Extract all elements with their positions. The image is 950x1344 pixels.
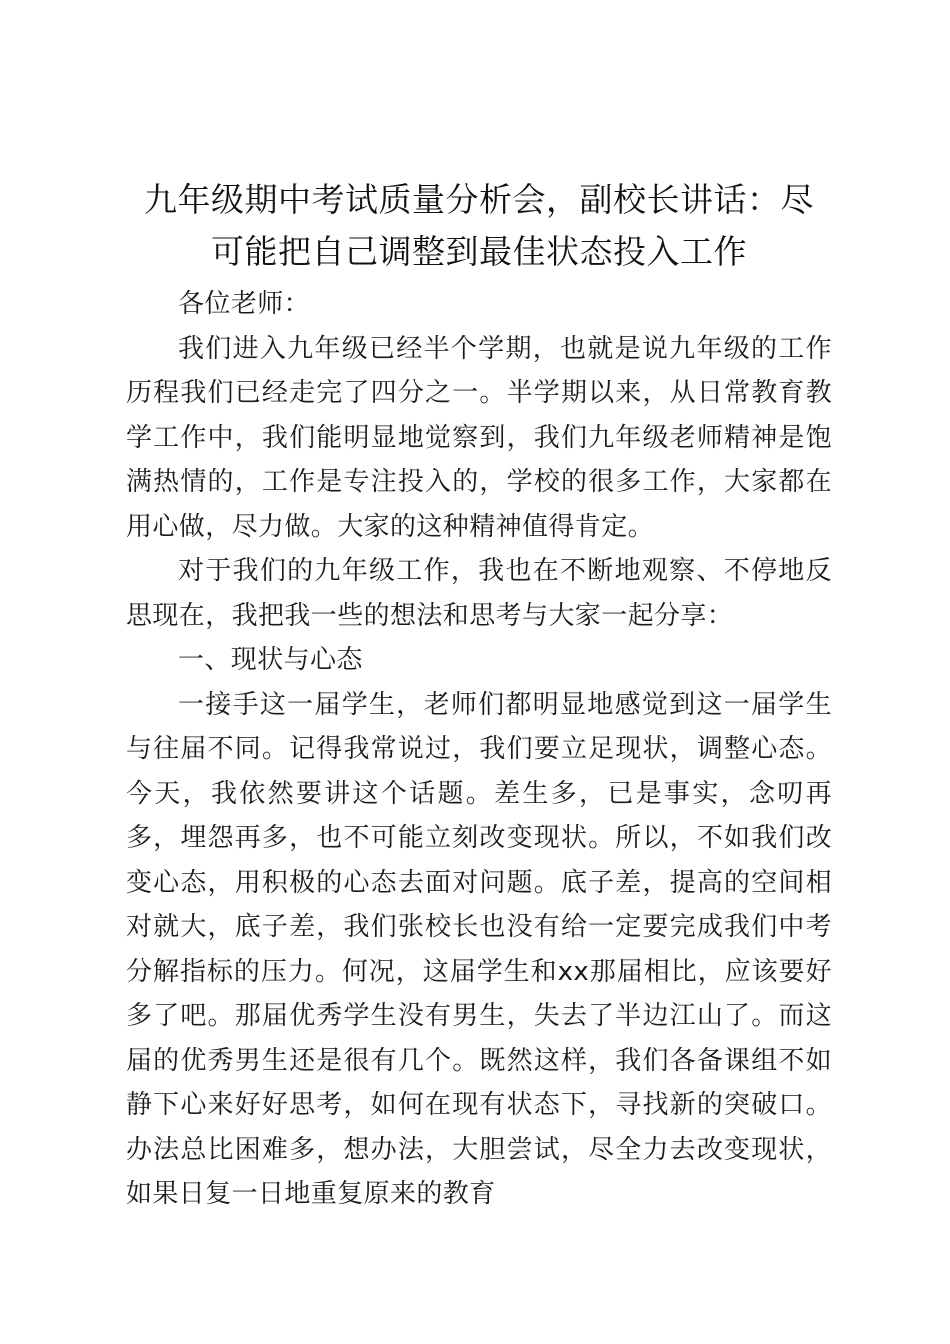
section-heading-1: 一、现状与心态 [178, 645, 363, 675]
document-page [126, 174, 832, 1217]
paragraph-1: 我们进入九年级已经半个学期，也就是说九年级的工作历程我们已经走完了四分之一。半学期以来，从日常教育教学工作中，我们能明显地觉察到，我们九年级老师精神是饱满热情的，工作是专注投入的，学校的很多工作，大家都在用心做，尽力做。大家的这种精神值得肯定。 [126, 333, 832, 542]
greeting: 各位老师： [178, 289, 311, 319]
title-line-1: 九年级期中考试质量分析会，副校长讲话：尽 [144, 180, 814, 219]
title-line-2: 可能把自己调整到最佳状态投入工作 [211, 232, 747, 271]
document-title [126, 174, 832, 278]
paragraph-3: 一接手这一届学生，老师们都明显地感觉到这一届学生与往届不同。记得我常说过，我们要立足现状，调整心态。今天，我依然要讲这个话题。差生多，已是事实，念叨再多，埋怨再多，也不可能立刻改变现状。所以，不如我们改变心态，用积极的心态去面对问题。底子差，提高的空间相对就大，底子差，我们张校长也没有给一定要完成我们中考分解指标的压力。何况，这届学生和xx那届相比，应该要好多了吧。那届优秀学生没有男生，失去了半边江山了。而这届的优秀男生还是很有几个。既然这样，我们各备课组不如静下心来好好思考，如何在现有状态下，寻找新的突破口。办法总比困难多，想办法，大胆尝试，尽全力去改变现状，如果日复一日地重复原来的教育 [126, 689, 832, 1209]
paragraph-2: 对于我们的九年级工作，我也在不断地观察、不停地反思现在，我把我一些的想法和思考与大家一起分享： [126, 556, 832, 631]
